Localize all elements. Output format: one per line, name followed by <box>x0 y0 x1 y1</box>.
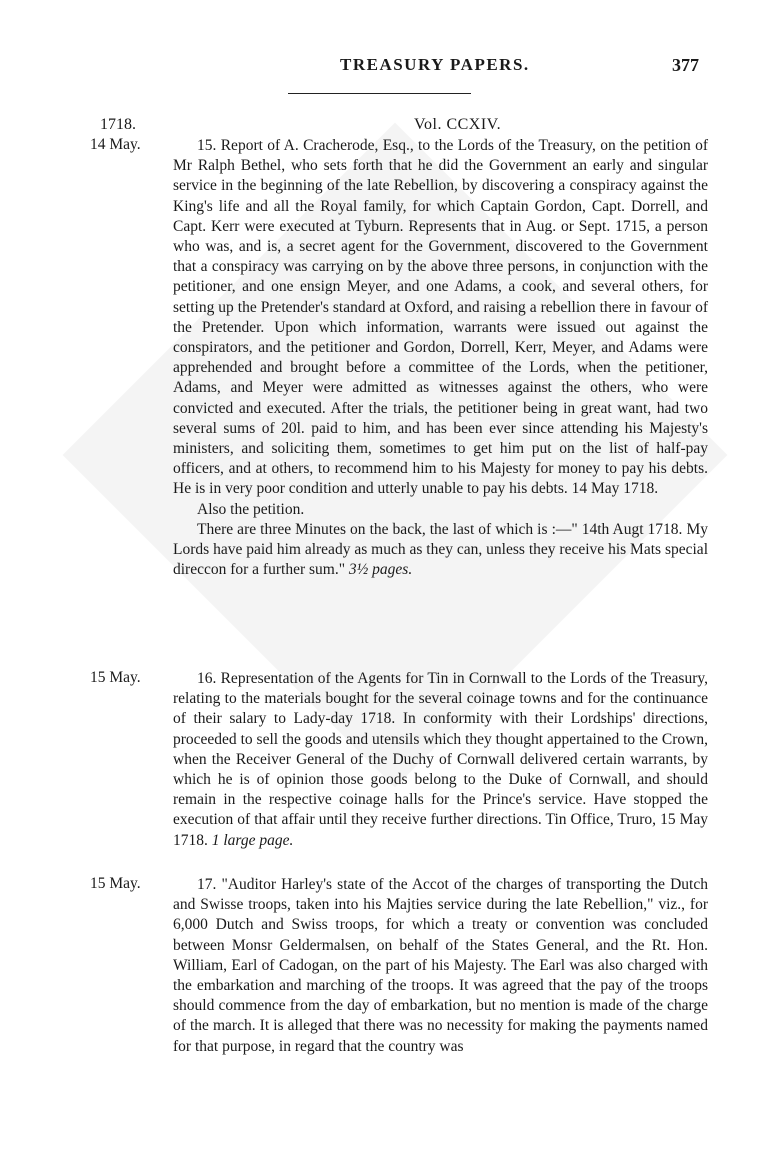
entry-body <box>173 669 708 851</box>
entry-body <box>173 875 708 1057</box>
entry-body <box>173 136 708 580</box>
page-count: 3½ pages. <box>348 561 413 579</box>
margin-date: 15 May. <box>90 669 141 686</box>
margin-date: 15 May. <box>90 875 141 892</box>
entry-paragraph: 17. "Auditor Harley's state of the Accot of the charges of transporting the Dutch and Swisse troops, taken into his Majties service during the late Rebellion," viz., for 6,000 Dutch and Swiss troops, for which a treaty or convention was concluded between Monsr Geldermalsen, on behalf of the States General, and the Rt. Hon. William, Earl of Cadogan, on the part of his Majesty. The Earl was also charged with the embarkation and marching of the troops. It was agreed that the pay of the troops should commence from the day of embarkation, but no mention is made of the charge of the march. It is alleged that there was no necessity for making the payments named for that purpose, in regard that the country was <box>173 876 708 1055</box>
entry-paragraph: 15. Report of A. Cracherode, Esq., to the Lords of the Treasury, on the petition of Mr Ralph Bethel, who sets forth that he did the Government an early and singular service in the beginning of the late Rebellion, by discovering a conspiracy against the King's life and all the Royal family, for which Captain Gordon, Capt. Dorrell, and Capt. Kerr were executed at Tyburn. Represents that in Aug. or Sept. 1715, a person who was, and is, a secret agent for the Government, discovered to the Government that a conspiracy was carrying on by the above three persons, in conjunction with the petitioner, and one ensign Meyer, and one Adams, a cook, and several others, for setting up the Pretender's standard at Oxford, and raising a rebellion there in favour of the Pretender. Upon which information, warrants were issued out against the conspirators, and the petitioner and Gordon, Dorrell, Kerr, Meyer, and Adams were apprehended and brought before a committee of the Lords, when the petitioner, Adams, and Meyer were admitted as witnesses against the others, who were convicted and executed. After the trials, the petitioner being in great want, had two several sums of 20l. paid to him, and has been ever since attending his Majesty's ministers, and soliciting them, sometimes to get him put on the list of half-pay officers, and at others, to recommend him to his Majesty for money to pay his debts. He is in very poor condition and utterly unable to pay his debts. 14 May 1718. <box>173 137 708 498</box>
header-rule <box>288 93 471 94</box>
volume-heading: Vol. CCXIV. <box>414 116 502 133</box>
entry-paragraph: 16. Representation of the Agents for Tin in Cornwall to the Lords of the Treasury, relating to the materials bought for the several coinage towns and for the continuance of their salary to Lady-day 1718. In conformity with their Lordships' directions, proceeded to sell the goods and utensils which they thought appertained to the Crown, when the Receiver General of the Duchy of Cornwall delivered certain warrants, by which he is of opinion those goods belong to the Duke of Cornwall, and should remain in the respective coinage halls for the Prince's service. Have stopped the execution of that affair until they receive further directions. Tin Office, Truro, 15 May 1718. <box>173 670 708 849</box>
running-title: TREASURY PAPERS. <box>340 55 530 74</box>
entry-paragraph: Also the petition. <box>197 500 305 518</box>
entry-paragraph: There are three Minutes on the back, the last of which is :—" 14th Augt 1718. My Lords have paid him already as much as they can, unless they receive his Mats special direccon for a further sum." <box>173 520 708 579</box>
page-number: 377 <box>672 55 699 75</box>
entry-paragraph-group <box>173 669 708 851</box>
margin-year: 1718. <box>100 116 136 133</box>
page-header <box>0 55 768 85</box>
page-count: 1 large page. <box>211 831 294 849</box>
entry-paragraph-group <box>173 520 708 581</box>
margin-date: 14 May. <box>90 136 141 153</box>
